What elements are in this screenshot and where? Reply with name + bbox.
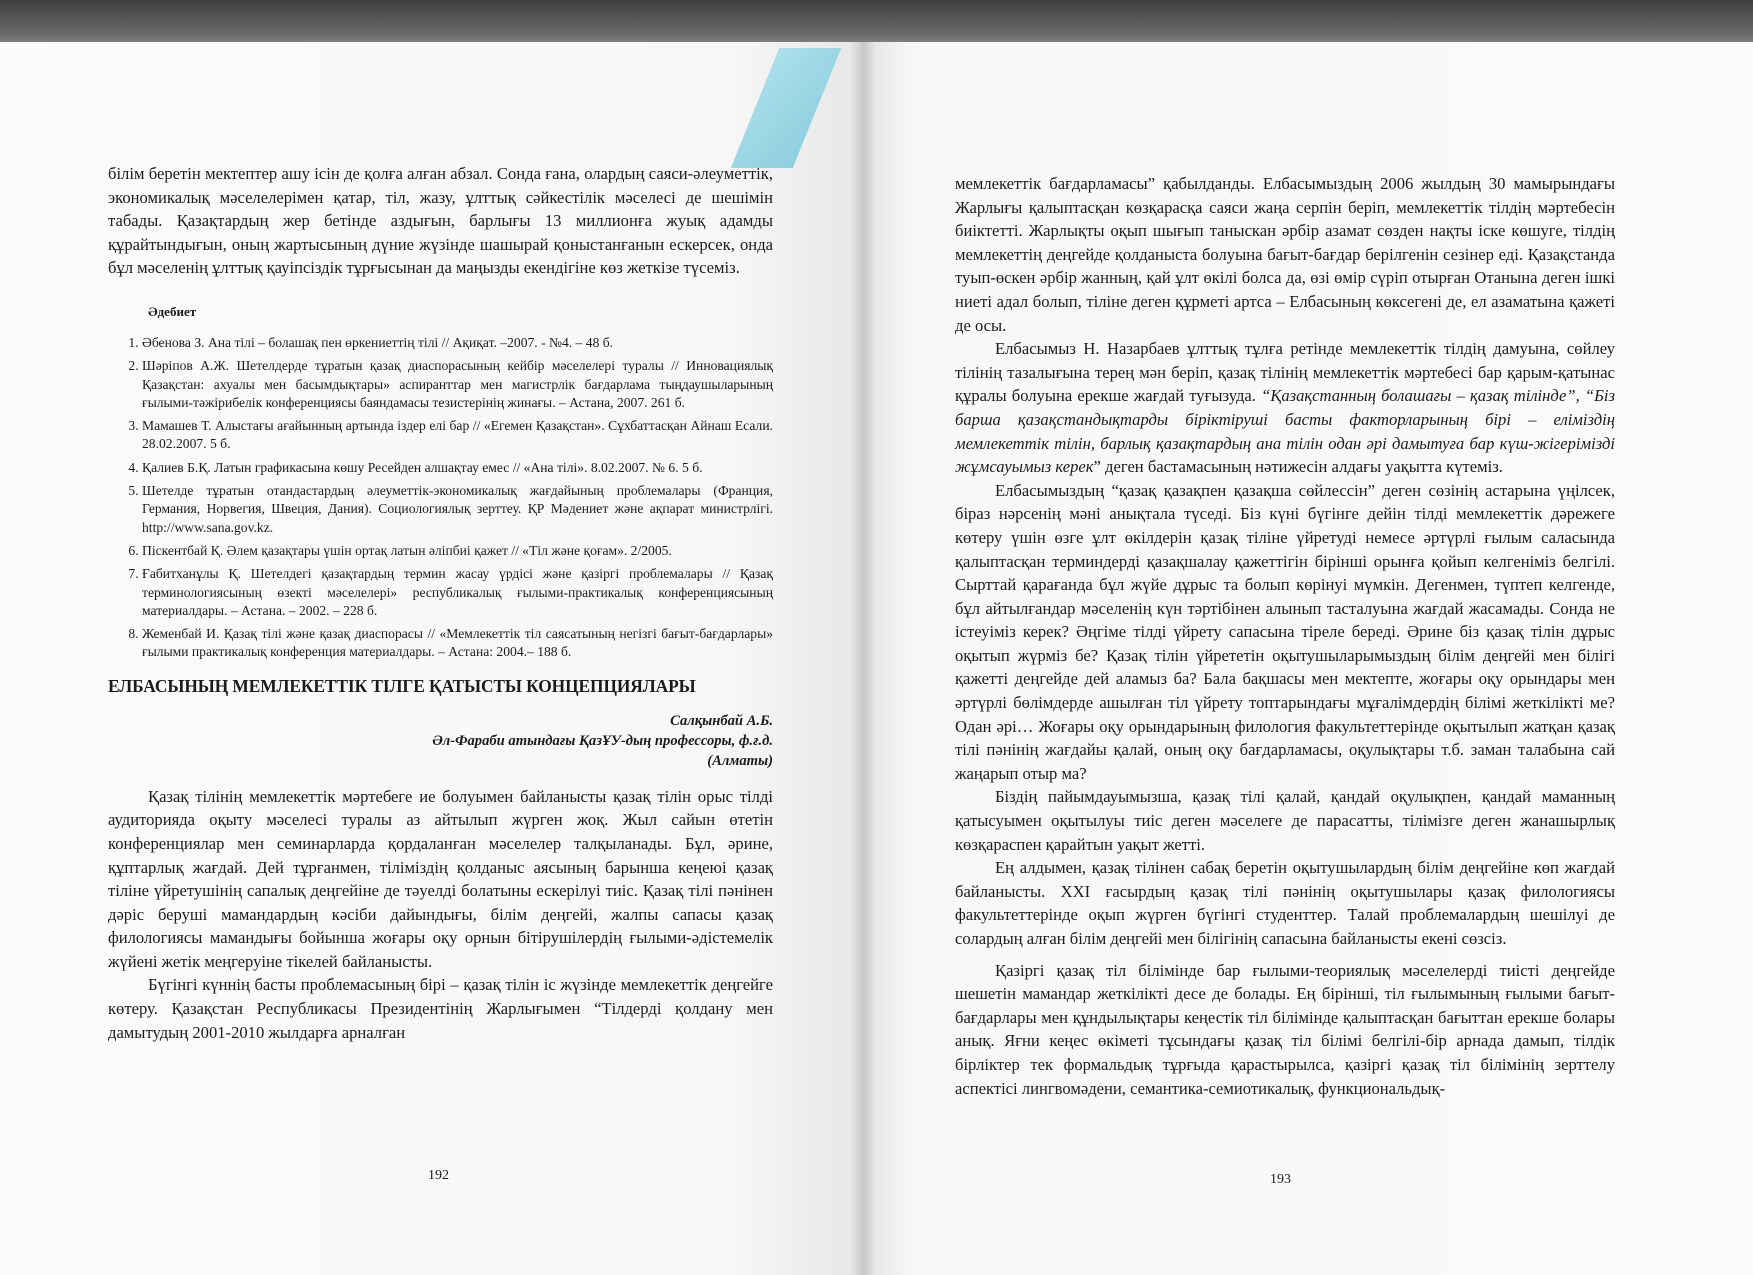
- author-city: (Алматы): [707, 752, 773, 769]
- article-paragraph: мемлекеттік бағдарламасы” қабылданды. Елбасымыздың 2006 жылдың 30 мамырындағы Жарлығы қалыптасқан көзқарасқа саяси жаңа серпін беріп, мемлекеттік тілдің мәртебесін биіктетті. Жарлықты оқып шығып таныскан әрбір азамат сөзден нақты іске көшуге, тілдің мемлекеттің деңгейде қолданыста болуына бағыт-бағдар берілгенін сезінер еді. Қазақстанда туып-өскен әрбір жанның, қай ұлт өкілі болса да, өзі өмір сүріп отырған Отанына деген ішкі ниеті адал болып, тіліне деген құрметі артса – Елбасының көксегені де, ел азаматына қажеті де осы.: [955, 174, 1615, 335]
- reference-list: [108, 334, 773, 662]
- page-number-right: 193: [1270, 1172, 1291, 1187]
- paragraph-text: Елбасымыз Н. Назарбаев ұлттық тұлға ретінде мемлекеттік тілдің дамуына, сөйлеу тілінің тазалығына терең мән беріп, қазақ тілінің мемлекеттік мәртебесі бар қарым-қатынас құралы болуына ерекше жағдай туғызуда.: [955, 339, 1615, 406]
- page-number-left: 192: [428, 1168, 449, 1183]
- right-page-content: [955, 172, 1615, 1100]
- reference-item: 5. Шетелде тұратын отандастардың әлеуметтік-экономикалық жағдайының проблемалары (Франция, Германия, Норвегия, Швеция, Дания). Социологиялық зерттеу. ҚР Мәдениет және ақпарат министрлігі. http://www.sana.gov.kz.: [142, 482, 773, 537]
- article-paragraph: Қазіргі қазақ тіл білімінде бар ғылыми-теориялық мәселелерді тиісті деңгейде шешетін мамандар жеткілікті десе де болады. Ең біріншi, тіл ғылымының ғылыми бағыт-бағдарлары мен құндылықтары кеңестік тіл білімінде қалыптасқан бағыттан ерекше болары анық. Яғни кеңес өкіметі тұсындағы қазақ тіл білімі белгілі-бір арнада дамып, тілдік бірліктер тек формальдық тұрғыда қарастырылса, қазіргі қазақ тіл білімінің зерттелу аспектісі лингвомәдени, семантика-семиотикалық, функциональдық-: [955, 960, 1615, 1098]
- article-paragraph: Елбасымыздың “қазақ қазақпен қазақша сөйлессін” деген сөзінің астарына үңілсек, біраз нәрсенің мәні анықтала түседі. Біз күні бүгінге дейін тілді мемлекеттік дәрежеге көтеру үшін өзге ұлт өкілдерін қазақ тіліне үйретуді немесе әртүрлі ғылым саласында қалыптасқан терминдерді қазақшалау қажеттігін бірінші орынға қойып келгеніміз белгілі. Сырттай қарағанда бұл жүйе дұрыс та болып көрінуі мүмкін. Дегенмен, түптеп келгенде, бұл айтылғандар мәселенің күн тәртібінен алынып тасталуына жағдай жасамады. Сонда не істеуіміз керек? Әңгіме тілді үйрету сапасына тіреле береді. Әрине біз қазақ тілін дұрыс оқытып жүрміз бе? Қазақ тілін үйрететін оқытушыларымыздың білім деңгейі мен білігі қажетті деңгейде дей аламыз ба? Бала бақшасы мен мектепте, жоғары оқу орындары мен әртүрлі бөлімдерде ашылған тіл үйрету топтарындағы мұғалімдердің білімі жеткілікті ме? Одан әрі… Жоғары оқу орындарының филология факультеттерінде оқытылып жатқан қазақ тілі пәнінің жағдайы қалай, оның оқу бағдарламасы, оқулықтары т.б. заман талабына сай жаңарып отыр ма?: [955, 480, 1615, 783]
- reference-item: 2. Шәріпов А.Ж. Шетелдерде тұратын қазақ диаспорасының кейбір мәселелері туралы // Инновациялық Қазақстан: ахуалы мен басымдықтары» аспиранттар мен магистрлік бағдарлама тыңдаушыларының ғылыми-тәжірибелік конференциясы баяндамасы тезистерінің жинағы. – Астана, 2007. 261 б.: [142, 357, 773, 412]
- article-paragraph: Біздің пайымдауымызша, қазақ тілі қалай, қандай оқулықпен, қандай маманның қатысуымен оқытылуы тиіс деген мәселеге де парасатты, тілімізге деген жанашырлық көзқараспен қарайтын уақыт жетті.: [955, 787, 1615, 854]
- article-paragraph: [955, 337, 1615, 479]
- reference-item: 4. Қалиев Б.Қ. Латын графикасына көшу Ресейден алшақтау емес // «Ана тілі». 8.02.2007. № 6. 5 б.: [142, 459, 773, 477]
- reference-item: 8. Жеменбай И. Қазақ тілі және қазақ диаспорасы // «Мемлекеттік тіл саясатының негізгі бағыт-бағдарлары» ғылыми практикалық конференция материалдары. – Астана: 2004.– 188 б.: [142, 625, 773, 662]
- reference-item: 3. Мамашев Т. Алыстағы ағайынның артында іздер елі бар // «Егемен Қазақстан». Сұхбаттасқан Айнаш Есали. 28.02.2007. 5 б.: [142, 417, 773, 454]
- article-paragraph: Қазақ тілінің мемлекеттік мәртебеге ие болуымен байланысты қазақ тілін орыс тілді аудиторияда оқыту мәселесі туралы аз айтылып жүрген жоқ. Жыл сайын өтетін конференциялар мен семинарларда қордаланған мәселелер талқыланады. Бұл, әрине, құптарлық жағдай. Дей тұрғанмен, тіліміздің қолданыс аясының барынша кеңеюі қазақ тіліне үйретушінің сапалық деңгейіне де тәуелді болатыны ескерілуі тиіс. Қазақ тілі пәнінен дәріс берушi мамандардың кәсіби дайындығы, білім деңгейі, жалпы сапасы қазақ филологиясы мамандығы бойынша жоғары оқу орнын бітірушілердің ғылыми-әдістемелік жүйені жетік меңгеруіне тікелей байланысты.: [108, 786, 773, 971]
- intro-paragraph: білім беретін мектептер ашу ісін де қолға алған абзал. Сонда ғана, олардың саяси-әлеуметтік, экономикалық мәселелерімен қатар, тіл, жазу, ұлттық сәйкестілік мәселесі де шешімін табады. Қазақтардың жер бетінде аздығын, барлығы 13 миллионға жуық адамды құрайтындығын, оның жартысының дүние жүзінде шашырай қоныстанғанын ескерсек, онда бұл мәселенің ұлттық қауіпсіздік тұрғысынан да маңызды екендігіне көз жеткізе түсеміз.: [108, 164, 773, 278]
- author-name: Салқынбай А.Б.: [670, 712, 773, 729]
- literature-title: Әдебиет: [148, 303, 197, 319]
- reference-item: 1. Әбенова З. Ана тілі – болашақ пен өркениеттің тілі // Ақиқат. –2007. - №4. – 48 б.: [142, 334, 773, 352]
- article-paragraph: Бүгінгі күннің басты проблемасының бірі – қазақ тілін іс жүзінде мемлекеттік деңгейге көтеру. Қазақстан Республикасы Президентінің Жарлығымен “Тілдерді қолдану мен дамытудың 2001-2010 жылдарға арналған: [108, 975, 773, 1042]
- author-affiliation: Әл-Фараби атындағы ҚазҰУ-дың профессоры, ф.ғ.д.: [432, 732, 773, 749]
- left-page-content: [108, 162, 773, 1044]
- president-quote: “Қазақстанның болашағы – қазақ тілінде”, “Біз барша қазақстандықтарды біріктіруші басты факторларының бірі – еліміздің мемлекеттік тілін, барлық қазақтардың ана тілін одан әрі дамытуға бар күш-жігерімізді жұмсауымыз керек: [955, 386, 1615, 477]
- book-gutter: [850, 42, 876, 1275]
- reference-item: 7. Ғабитханұлы Қ. Шетелдегі қазақтардың термин жасау үрдісі және қазіргі проблемалары // Қазақ терминологиясының өзекті мәселелері» республикалық ғылыми-практикалық конференциясының материалдары. – Астана. – 2002. – 228 б.: [142, 565, 773, 620]
- article-title: ЕЛБАСЫНЫҢ МЕМЛЕКЕТТІК ТІЛГЕ ҚАТЫСТЫ КОНЦЕПЦИЯЛАРЫ: [108, 675, 696, 696]
- paragraph-text: ” деген бастамасының нәтижесін алдағы уақытта күтеміз.: [1093, 457, 1503, 477]
- reference-item: 6. Піскентбай Қ. Әлем қазақтары үшін ортақ латын әліпбиі қажет // «Тіл және қоғам». 2/2005.: [142, 542, 773, 560]
- article-paragraph: Ең алдымен, қазақ тілінен сабақ беретін оқытушылардың білім деңгейіне көп жағдай байланысты. XXI ғасырдың қазақ тілі пәнінің оқытушылары қазақ филологиясы факультеттерінде оқып жүрген бүгінгі студенттер. Талай проблемалардың шешілуі де солардың алған білім деңгейі мен білігінің сапасына байланысты екені сөзсіз.: [955, 858, 1615, 948]
